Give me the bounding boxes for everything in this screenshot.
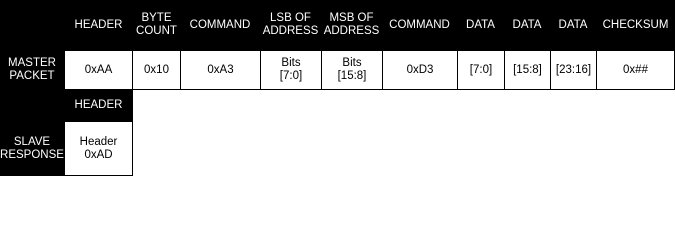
master-value-data-3: [23:16] bbox=[550, 50, 597, 90]
master-packet-label: MASTER PACKET bbox=[0, 50, 64, 90]
header-cell-command: COMMAND bbox=[180, 0, 260, 50]
header-cell-data-1: DATA bbox=[457, 0, 504, 50]
slave-left-block bbox=[0, 90, 64, 121]
header-cell-lsb-address: LSB OF ADDRESS bbox=[260, 0, 321, 50]
master-value-msb-address: Bits [15:8] bbox=[321, 50, 383, 90]
master-value-header: 0xAA bbox=[64, 50, 133, 90]
header-cell-data-2: DATA bbox=[504, 0, 550, 50]
master-value-data-2: [15:8] bbox=[504, 50, 551, 90]
header-cell-byte-count: BYTE COUNT bbox=[133, 0, 180, 50]
header-cell-data-3: DATA bbox=[550, 0, 596, 50]
header-cell-checksum: CHECKSUM bbox=[596, 0, 675, 50]
header-cell-command-2: COMMAND bbox=[382, 0, 457, 50]
master-value-byte-count: 0x10 bbox=[132, 50, 181, 90]
slave-response-label: SLAVE RESPONSE bbox=[0, 121, 64, 176]
master-value-data-1: [7:0] bbox=[457, 50, 505, 90]
master-value-lsb-address: Bits [7:0] bbox=[260, 50, 322, 90]
header-cell-msb-address: MSB OF ADDRESS bbox=[321, 0, 382, 50]
master-value-command: 0xA3 bbox=[180, 50, 261, 90]
master-value-checksum: 0x## bbox=[596, 50, 675, 90]
header-cell-header: HEADER bbox=[64, 0, 133, 50]
slave-value-header: Header 0xAD bbox=[64, 121, 133, 176]
header-corner bbox=[0, 0, 64, 50]
slave-header-label: HEADER bbox=[64, 90, 133, 121]
master-value-command-2: 0xD3 bbox=[382, 50, 458, 90]
